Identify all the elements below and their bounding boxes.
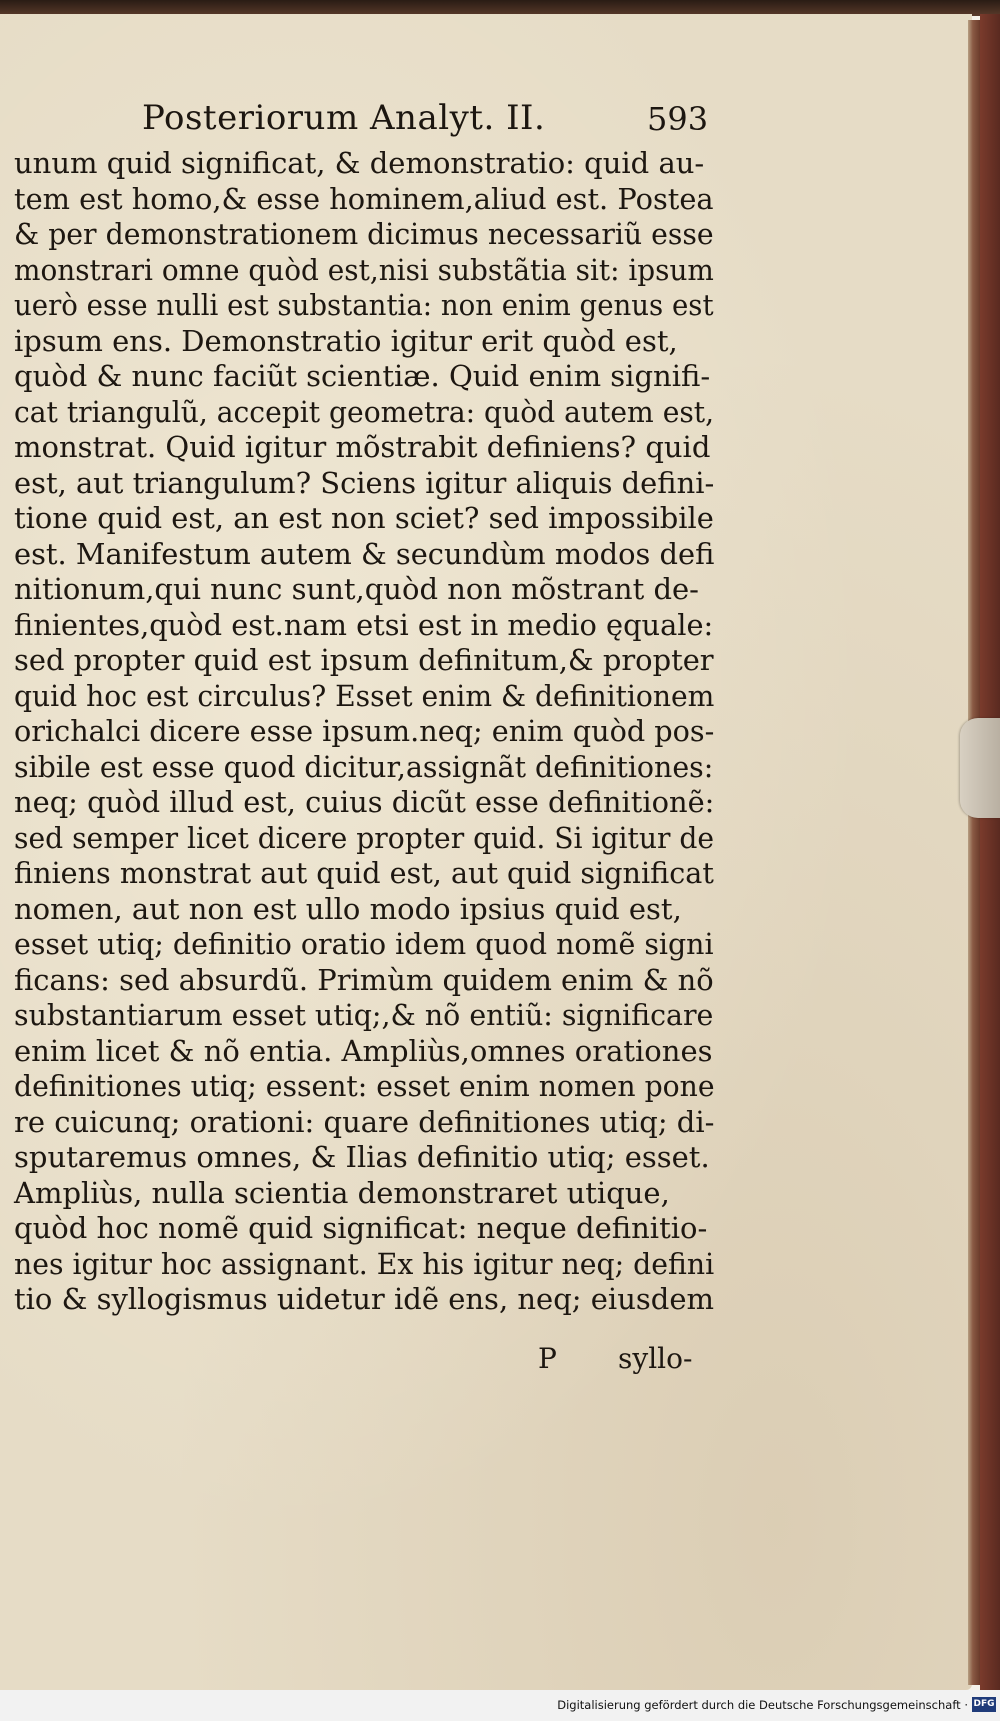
text-line: esset utiq; definitio oratio idem quod nomẽ signi — [14, 927, 714, 961]
text-line: monstrari omne quòd est,nisi substãtia sit: ipsum — [14, 252, 714, 287]
text-line: est, aut triangulum? Sciens igitur aliquis defini- — [14, 465, 715, 500]
digitization-credit: Digitalisierung gefördert durch die Deutsche Forschungsgemeinschaft · — [557, 1698, 968, 1712]
page-fore-edge — [968, 20, 980, 1685]
text-line: orichalci dicere esse ipsum.neq; enim quòd pos- — [14, 714, 715, 748]
text-line: nes igitur hoc assignant. Ex his igitur neq; defini — [14, 1246, 715, 1281]
text-line: Ampliùs, nulla scientia demonstraret utique, — [14, 1175, 670, 1210]
text-line: est. Manifestum autem & secundùm modos defi — [14, 536, 715, 571]
page-marker-tab — [960, 718, 1000, 818]
text-line: nitionum,qui nunc sunt,quòd non mõstrant de- — [14, 572, 699, 606]
text-line: monstrat. Quid igitur mõstrabit definiens? quid — [14, 430, 711, 464]
text-line: enim licet & nõ entia. Ampliùs,omnes orationes — [14, 1033, 713, 1068]
text-line: cat triangulũ, accepit geometra: quòd autem est, — [14, 394, 715, 429]
text-line: substantiarum esset utiq;,& nõ entiũ: significare — [14, 998, 714, 1032]
catchword: syllo- — [618, 1342, 693, 1375]
dfg-logo: DFG — [972, 1697, 996, 1712]
text-line: tio & syllogismus uidetur idẽ ens, neq; eiusdem — [14, 1282, 714, 1316]
text-line: finientes,quòd est.nam etsi est in medio ęquale: — [14, 607, 714, 642]
text-line: sed semper licet dicere propter quid. Si igitur de — [14, 820, 715, 855]
text-line: sibile est esse quod dicitur,assignãt definitiones: — [14, 749, 714, 784]
text-line: sputaremus omnes, & Ilias definitio utiq; esset. — [14, 1140, 710, 1174]
text-line: uerò esse nulli est substantia: non enim genus est — [14, 288, 714, 322]
text-line: & per demonstrationem dicimus necessariũ esse — [14, 217, 714, 251]
text-line: tione quid est, an est non sciet? sed impossibile — [14, 501, 714, 535]
signature-mark: P — [538, 1342, 557, 1375]
text-line: definitiones utiq; essent: esset enim nomen pone — [14, 1069, 715, 1103]
body-text — [14, 146, 714, 1318]
text-line: unum quid significat, & demonstratio: quid au- — [14, 146, 705, 180]
page-header — [142, 98, 732, 146]
text-line: quòd hoc nomẽ quid significat: neque definitio- — [14, 1211, 708, 1245]
binding-cover-strip — [980, 14, 1000, 1690]
text-line: quòd & nunc faciũt scientiæ. Quid enim signifi- — [14, 359, 711, 393]
text-line: quid hoc est circulus? Esset enim & definitionem — [14, 678, 715, 713]
text-line: re cuicunq; orationi: quare definitiones utiq; di- — [14, 1104, 715, 1139]
page-number: 593 — [647, 100, 709, 138]
text-line: ficans: sed absurdũ. Primùm quidem enim & nõ — [14, 962, 714, 997]
text-line: tem est homo,& esse hominem,aliud est. Postea — [14, 181, 714, 216]
text-line: nomen, aut non est ullo modo ipsius quid est, — [14, 891, 682, 926]
text-line: sed propter quid est ipsum definitum,& propter — [14, 643, 714, 677]
text-line: finiens monstrat aut quid est, aut quid significat — [14, 856, 714, 890]
running-title: Posteriorum Analyt. II. — [142, 98, 546, 138]
text-line: ipsum ens. Demonstratio igitur erit quòd est, — [14, 323, 678, 358]
text-line: neq; quòd illud est, cuius dicũt esse definitionẽ: — [14, 785, 715, 819]
